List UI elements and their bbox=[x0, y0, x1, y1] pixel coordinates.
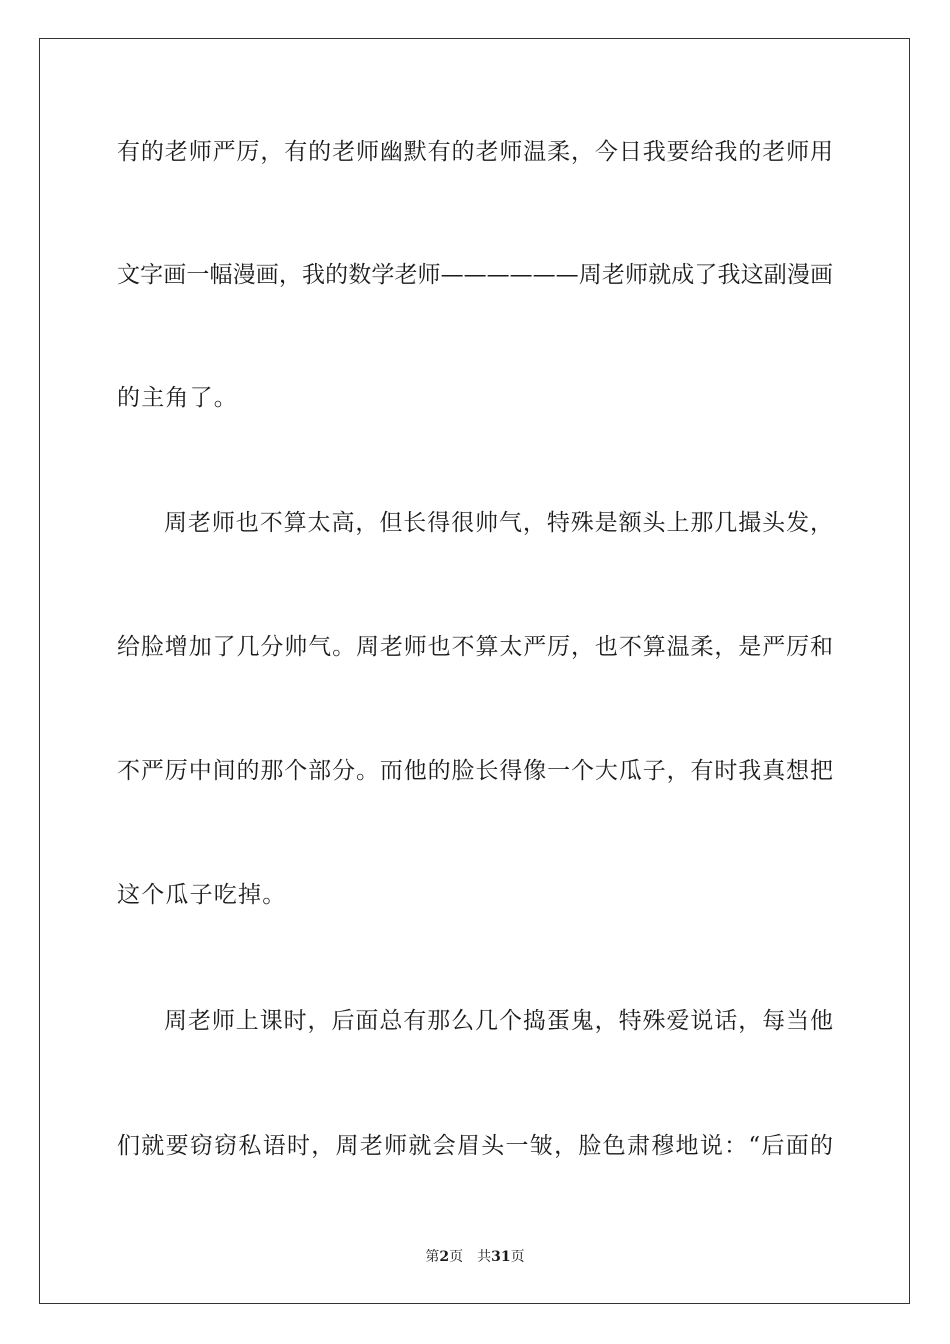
paragraph-2-line-1: 周老师也不算太高，但长得很帅气，特殊是额头上那几撮头发， bbox=[164, 510, 833, 536]
paragraph-2-line-4: 这个瓜子吃掉。 bbox=[117, 882, 287, 908]
footer-page-suffix: 页 bbox=[449, 1249, 464, 1265]
footer-page-number: 2 bbox=[439, 1249, 450, 1265]
paragraph-1-line-2: 文字画一幅漫画，我的数学老师——————周老师就成了我这副漫画 bbox=[117, 262, 833, 288]
footer-total-pages: 31 bbox=[491, 1249, 511, 1265]
paragraph-2-line-2: 给脸增加了几分帅气。周老师也不算太严厉，也不算温柔，是严厉和 bbox=[117, 634, 833, 660]
page-border bbox=[39, 38, 910, 1304]
footer-total-prefix: 共 bbox=[477, 1249, 492, 1265]
footer-page-prefix: 第 bbox=[425, 1249, 440, 1265]
paragraph-3-line-2: 们就要窃窃私语时，周老师就会眉头一皱，脸色肃穆地说：“后面的 bbox=[117, 1133, 833, 1159]
footer-total-suffix: 页 bbox=[510, 1249, 525, 1265]
paragraph-2-line-3: 不严厉中间的那个部分。而他的脸长得像一个大瓜子，有时我真想把 bbox=[117, 758, 833, 784]
page-footer bbox=[0, 1248, 950, 1266]
paragraph-1-line-1: 有的老师严厉，有的老师幽默有的老师温柔，今日我要给我的老师用 bbox=[117, 139, 833, 165]
paragraph-3-line-1: 周老师上课时，后面总有那么几个捣蛋鬼，特殊爱说话，每当他 bbox=[164, 1008, 833, 1034]
paragraph-1-line-3: 的主角了。 bbox=[117, 385, 238, 411]
